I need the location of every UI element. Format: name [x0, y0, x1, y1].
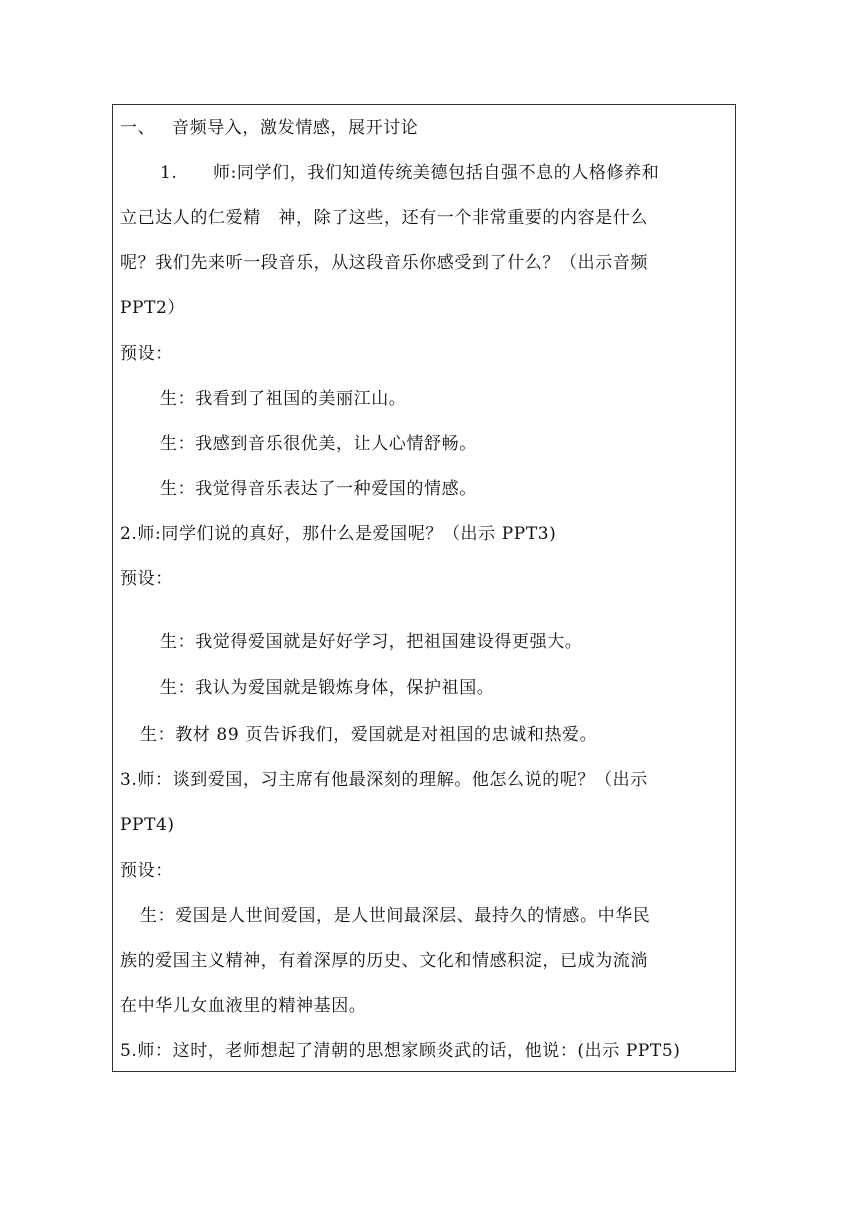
step-1-line-1: 师:同学们，我们知道传统美德包括自强不息的人格修养和 [213, 163, 660, 183]
student-answer: 生：我感到音乐很优美，让人心情舒畅。 [160, 434, 477, 454]
student-answer: 生：我觉得爱国就是好好学习，把祖国建设得更强大。 [160, 632, 583, 652]
student-answer-line-3: 在中华儿女血液里的精神基因。 [120, 996, 367, 1016]
step-5: 5.师：这时，老师想起了清朝的思想家顾炎武的话，他说：(出示 PPT5) [120, 1041, 681, 1061]
step-1-line-2: 立己达人的仁爱精 神，除了这些，还有一个非常重要的内容是什么 [120, 208, 648, 228]
step-2: 2.师:同学们说的真好，那什么是爱国呢？（出示 PPT3) [120, 524, 557, 544]
preset-label-2: 预设： [120, 569, 173, 589]
section-heading-number: 一、 [120, 118, 156, 138]
preset-label-1: 预设： [120, 344, 173, 364]
step-3-line-1: 3.师：谈到爱国，习主席有他最深刻的理解。他怎么说的呢？（出示 [120, 770, 648, 790]
section-heading: 音频导入，激发情感，展开讨论 [172, 118, 419, 138]
student-answer: 生：我看到了祖国的美丽江山。 [160, 389, 407, 409]
preset-label-3: 预设： [120, 861, 173, 881]
student-answer: 生：教材 89 页告诉我们，爱国就是对祖国的忠诚和热爱。 [140, 725, 598, 745]
student-answer-line-2: 族的爱国主义精神，有着深厚的历史、文化和情感积淀，已成为流淌 [120, 951, 648, 971]
student-answer: 生：我觉得音乐表达了一种爱国的情感。 [160, 479, 477, 499]
step-1-line-4: PPT2） [120, 298, 186, 318]
step-3-line-2: PPT4) [120, 815, 175, 835]
student-answer: 生：我认为爱国就是锻炼身体，保护祖国。 [160, 678, 495, 698]
step-1-line-3: 呢？我们先来听一段音乐，从这段音乐你感受到了什么？（出示音频 [120, 253, 648, 273]
step-1-number: 1. [160, 163, 178, 183]
student-answer-line-1: 生：爱国是人世间爱国，是人世间最深层、最持久的情感。中华民 [140, 906, 651, 926]
